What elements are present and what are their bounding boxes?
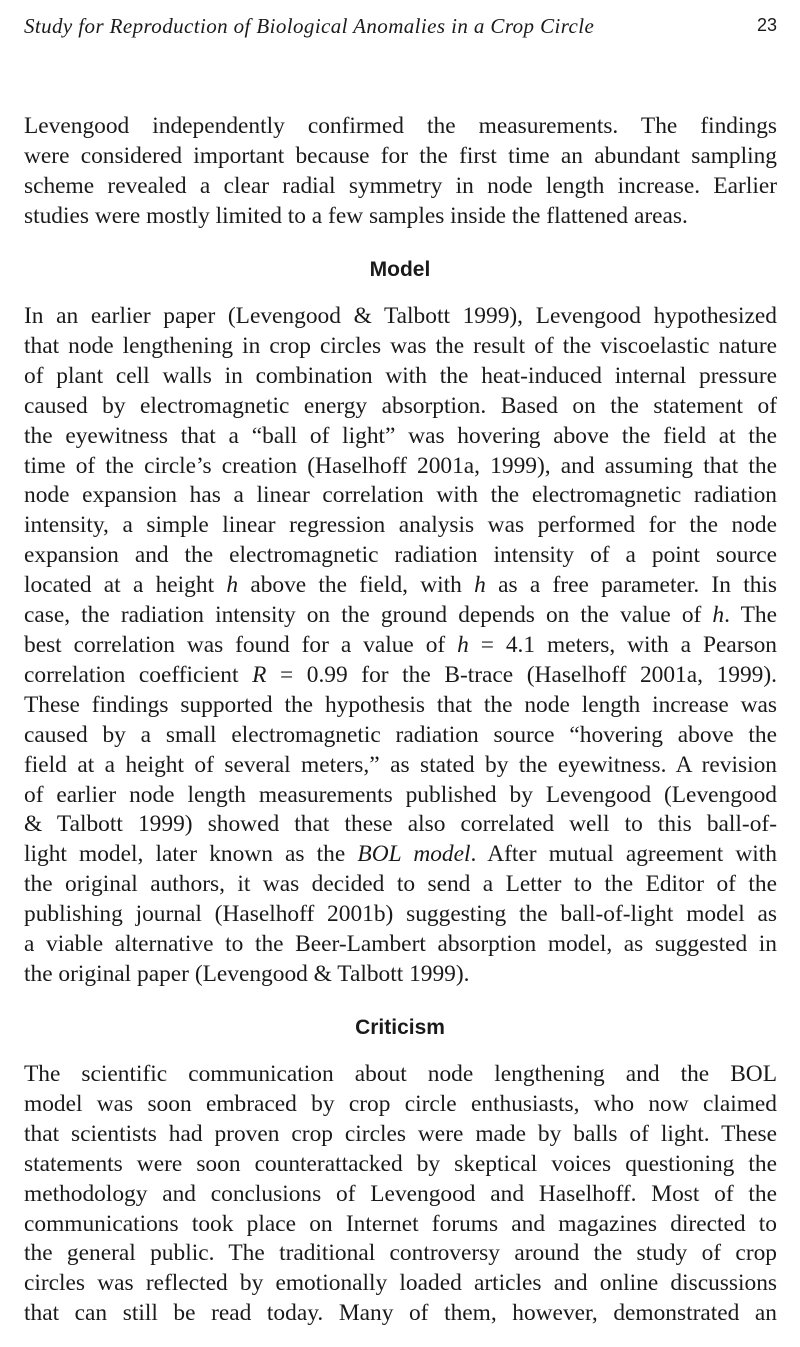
- text-line: communications took place on Internet forums and magazines directed to: [24, 1210, 777, 1237]
- text-run: correlation coefficient: [24, 661, 253, 688]
- text-line: circles was reflected by emotionally loaded articles and online discussions: [24, 1270, 777, 1297]
- text-run: best correlation was found for a value of: [24, 631, 458, 658]
- text-line: field at a height of several meters,” as stated by the eyewitness. A revision: [24, 751, 777, 778]
- text-run: as a free parameter. In this: [485, 572, 777, 599]
- text-run: . The: [724, 602, 778, 629]
- text-line: the eyewitness that a “ball of light” was hovering above the field at the: [24, 422, 777, 449]
- italic-variable: h: [457, 631, 469, 658]
- paragraph-model: [24, 302, 777, 990]
- text-line: model was soon embraced by crop circle enthusiasts, who now claimed: [24, 1090, 777, 1117]
- text-line: statements were soon counterattacked by skeptical voices questioning the: [24, 1150, 777, 1177]
- text-line: The scientific communication about node lengthening and the BOL: [24, 1061, 777, 1087]
- paragraph-continuation: [24, 112, 777, 232]
- text-line: methodology and conclusions of Levengood and Haselhoff. Most of the: [24, 1180, 777, 1207]
- text-line: [24, 571, 777, 601]
- text-line: [24, 631, 777, 661]
- text-run: case, the radiation intensity on the ground depends on the value of: [24, 602, 713, 629]
- text-line: time of the circle’s creation (Haselhoff 2001a, 1999), and assuming that the: [24, 452, 777, 479]
- text-run: = 4.1 meters, with a Pearson: [468, 631, 777, 658]
- text-line: [24, 601, 777, 631]
- paragraph-criticism: [24, 1060, 777, 1329]
- text-line: were considered important because for the first time an abundant sampling: [24, 142, 777, 169]
- text-run: = 0.99 for the B-trace (Haselhoff 2001a, 1999).: [266, 661, 777, 688]
- page-number: 23: [756, 15, 777, 35]
- text-line: the original authors, it was decided to send a Letter to the Editor of the: [24, 871, 777, 898]
- text-line: Levengood independently confirmed the measurements. The findings: [24, 113, 777, 139]
- text-line: that can still be read today. Many of them, however, demonstrated an: [24, 1300, 777, 1327]
- text-line: These findings supported the hypothesis that the node length increase was: [24, 691, 777, 718]
- text-line: studies were mostly limited to a few samples inside the flattened areas.: [24, 202, 688, 229]
- text-line: of plant cell walls in combination with the heat-induced internal pressure: [24, 362, 777, 389]
- italic-variable: h: [712, 602, 725, 629]
- running-title: Study for Reproduction of Biological Anomalies in a Crop Circle: [24, 14, 595, 38]
- text-line: that scientists had proven crop circles were made by balls of light. These: [24, 1120, 777, 1147]
- text-line: caused by electromagnetic energy absorption. Based on the statement of: [24, 392, 777, 419]
- italic-variable: R: [252, 661, 267, 688]
- text-line: intensity, a simple linear regression analysis was performed for the node: [24, 512, 777, 539]
- text-line: expansion and the electromagnetic radiation intensity of a point source: [24, 542, 777, 569]
- section-heading-model: Model: [369, 258, 431, 281]
- text-line: [24, 840, 777, 870]
- text-line: a viable alternative to the Beer-Lambert absorption model, as suggested in: [24, 931, 777, 958]
- text-run: . After mutual agreement with: [470, 841, 777, 868]
- text-line: [24, 661, 777, 691]
- text-run: light model, later known as the: [24, 841, 358, 868]
- text-line: scheme revealed a clear radial symmetry in node length increase. Earlier: [24, 172, 777, 199]
- text-line: node expansion has a linear correlation with the electromagnetic radiation: [24, 482, 777, 509]
- section-heading-criticism: Criticism: [355, 1016, 445, 1039]
- text-line: publishing journal (Haselhoff 2001b) suggesting the ball-of-light model as: [24, 901, 777, 928]
- italic-term: BOL model: [357, 841, 471, 868]
- italic-variable: h: [226, 572, 239, 599]
- text-line: In an earlier paper (Levengood & Talbott 1999), Levengood hypothesized: [24, 303, 777, 329]
- text-line: caused by a small electromagnetic radiation source “hovering above the: [24, 721, 777, 748]
- text-line: of earlier node length measurements published by Levengood (Levengood: [24, 781, 777, 808]
- text-line: the general public. The traditional controversy around the study of crop: [24, 1240, 777, 1267]
- running-header: [24, 14, 777, 44]
- text-run: above the field, with: [238, 572, 475, 599]
- text-line: & Talbott 1999) showed that these also correlated well to this ball-of-: [24, 811, 777, 838]
- text-run: located at a height: [24, 572, 227, 599]
- italic-variable: h: [474, 572, 486, 599]
- text-line: the original paper (Levengood & Talbott 1999).: [24, 960, 470, 987]
- text-line: that node lengthening in crop circles was the result of the viscoelastic nature: [24, 332, 777, 359]
